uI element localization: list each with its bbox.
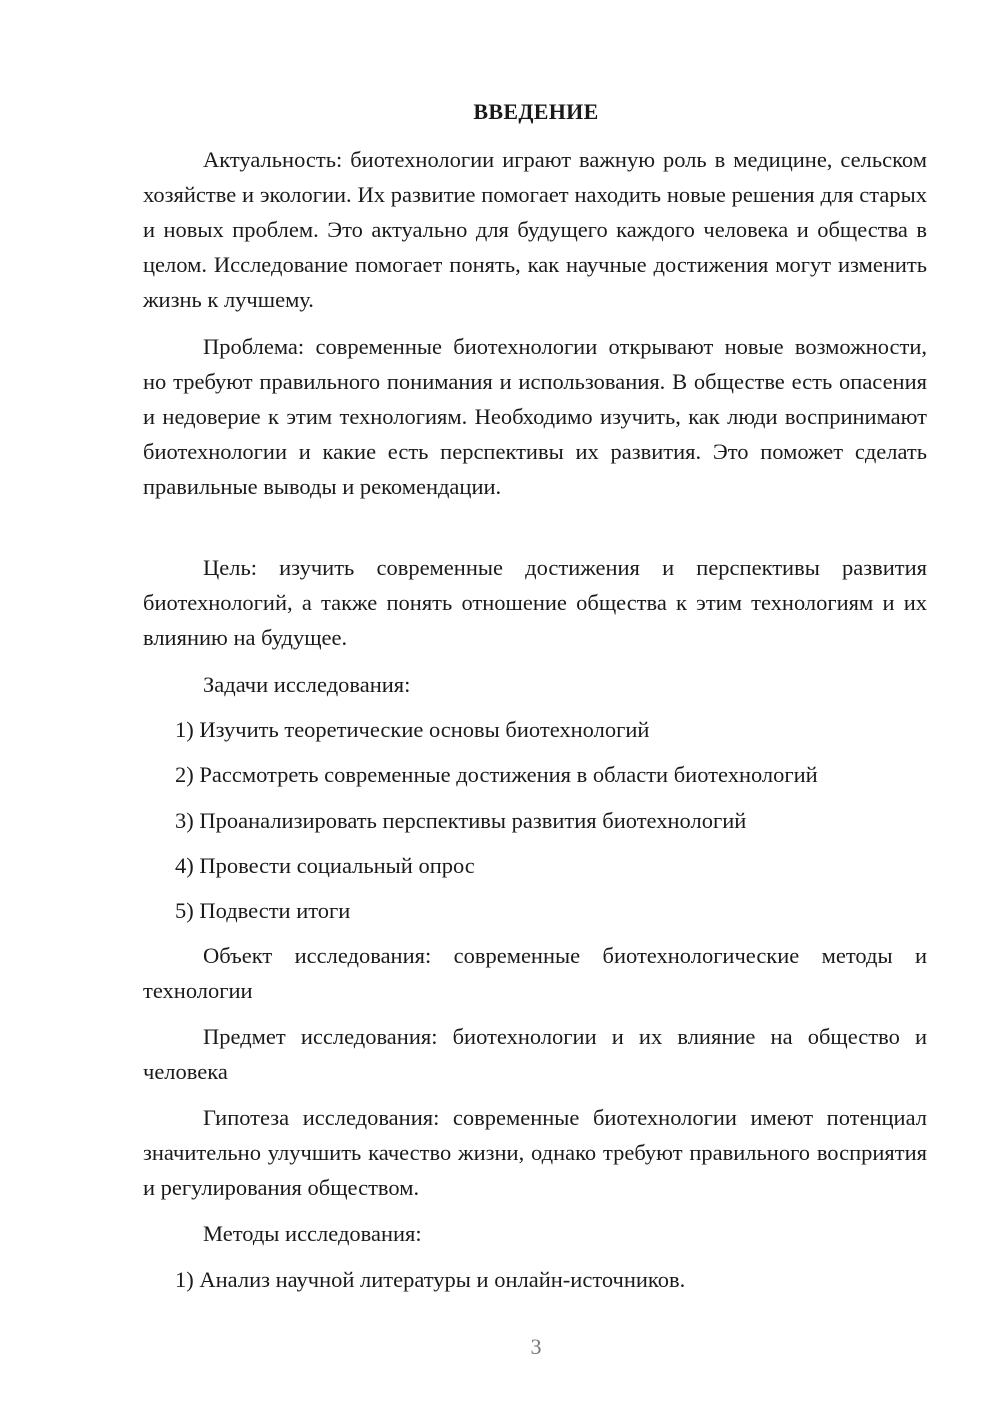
tasks-heading: Задачи исследования:: [203, 672, 411, 697]
subject-paragraph: Предмет исследования: биотехнологии и их влияние на общество и человека: [143, 1024, 927, 1084]
list-item: 1) Изучить теоретические основы биотехнологий: [175, 717, 650, 742]
list-item: 5) Подвести итоги: [175, 898, 351, 923]
list-item: 2) Рассмотреть современные достижения в области биотехнологий: [175, 762, 818, 787]
hypothesis-paragraph: Гипотеза исследования: современные биотехнологии имеют потенциал значительно улучшить качество жизни, однако требуют правильного восприятия и регулирования обществом.: [143, 1105, 927, 1200]
list-item: 3) Проанализировать перспективы развития биотехнологий: [175, 808, 747, 833]
methods-heading: Методы исследования:: [203, 1221, 422, 1246]
object-paragraph: Объект исследования: современные биотехнологические методы и технологии: [143, 943, 927, 1003]
list-item: 4) Провести социальный опрос: [175, 853, 475, 878]
goal-paragraph: Цель: изучить современные достижения и перспективы развития биотехнологий, а также понять отношение общества к этим технологиям и их влиянию на будущее.: [143, 555, 927, 650]
problem-paragraph: Проблема: современные биотехнологии открывают новые возможности, но требуют правильного понимания и использования. В обществе есть опасения и недоверие к этим технологиям. Необходимо изучить, как люди воспринимают биотехнологии и какие есть перспективы их развития. Это поможет сделать правильные выводы и рекомендации.: [143, 334, 927, 499]
page-number: 3: [530, 1334, 542, 1359]
page-title: ВВЕДЕНИЕ: [473, 99, 599, 124]
list-item: 1) Анализ научной литературы и онлайн-источников.: [175, 1267, 686, 1292]
relevance-paragraph: Актуальность: биотехнологии играют важную роль в медицине, сельском хозяйстве и экологии. Их развитие помогает находить новые решения для старых и новых проблем. Это актуально для будущего каждого человека и общества в целом. Исследование помогает понять, как научные достижения могут изменить жизнь к лучшему.: [143, 147, 927, 312]
